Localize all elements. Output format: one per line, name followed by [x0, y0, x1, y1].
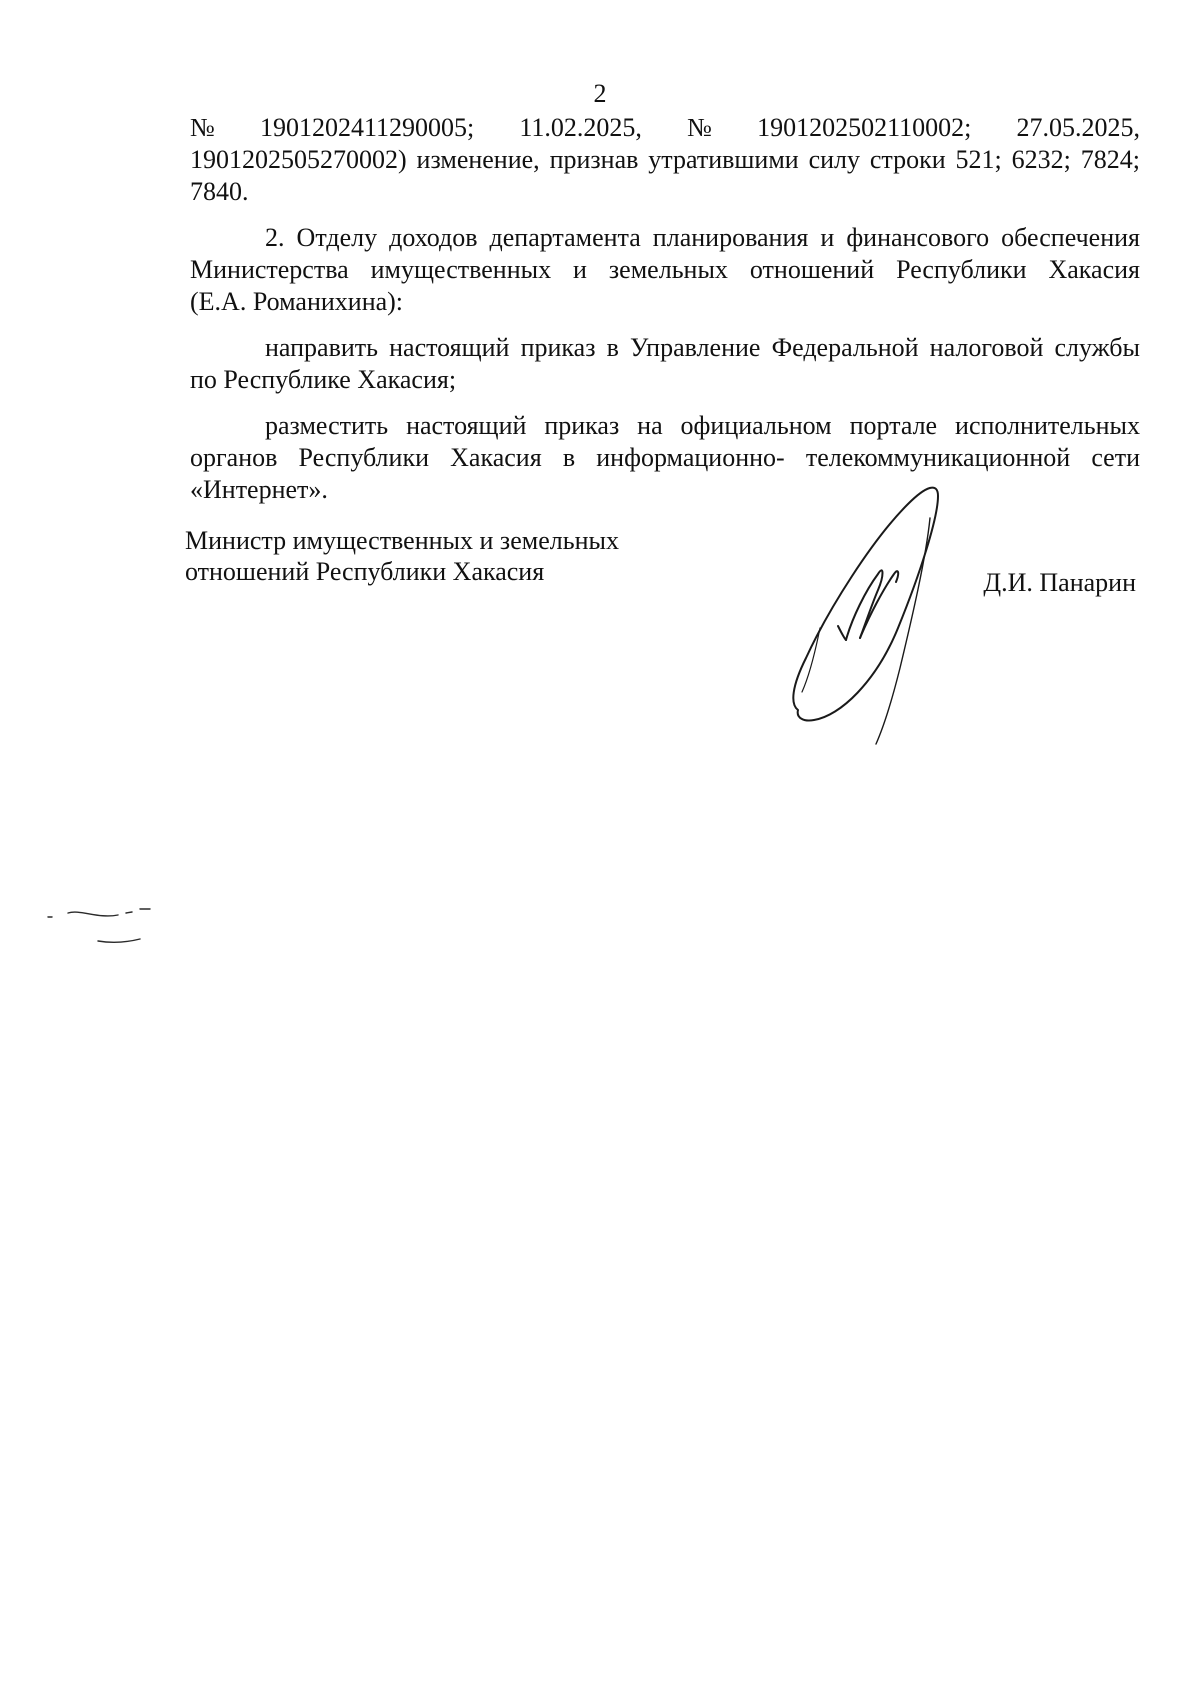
position-line: Министр имущественных и земельных — [185, 526, 619, 555]
paragraph-send-order — [190, 332, 1140, 396]
registry-numbers-line — [190, 112, 1140, 144]
signer-name: Д.И. Панарин — [983, 568, 1136, 597]
page-number: 2 — [593, 79, 607, 108]
paragraph-item-2 — [190, 222, 1140, 318]
text-line: 7840. — [190, 177, 249, 206]
paragraph-continuation — [190, 112, 1140, 208]
position-line: отношений Республики Хакасия — [185, 557, 545, 586]
handwritten-signature-icon — [780, 478, 970, 748]
paragraph-publish-order — [190, 410, 1140, 506]
number-sign: № — [687, 113, 712, 142]
signatory-position — [185, 525, 619, 587]
registry-date: 27.05.2025, — [1016, 113, 1140, 142]
registry-date: 11.02.2025, — [519, 113, 642, 142]
number-sign: № — [190, 113, 215, 142]
text-line: «Интернет». — [190, 475, 328, 504]
registry-number: 1901202502110002; — [757, 113, 972, 142]
text-line: Министерства имущественных и земельных отношений Республики Хакасия — [190, 255, 1140, 284]
text-line: направить настоящий приказ в Управление Федеральной налоговой службы — [265, 333, 1140, 362]
text-line: 1901202505270002) изменение, признав утратившими силу строки 521; 6232; 7824; — [190, 145, 1140, 174]
text-line: по Республике Хакасия; — [190, 365, 457, 394]
text-line: разместить настоящий приказ на официальном портале исполнительных — [265, 411, 1140, 440]
document-body — [190, 112, 1140, 506]
scan-mark-icon — [40, 895, 160, 955]
text-line: 2. Отделу доходов департамента планирования и финансового обеспечения — [265, 223, 1140, 252]
registry-number: 1901202411290005; — [259, 113, 475, 142]
text-line: (Е.А. Романихина): — [190, 287, 404, 316]
text-line: органов Республики Хакасия в информационно- телекоммуникационной сети — [190, 443, 1140, 472]
